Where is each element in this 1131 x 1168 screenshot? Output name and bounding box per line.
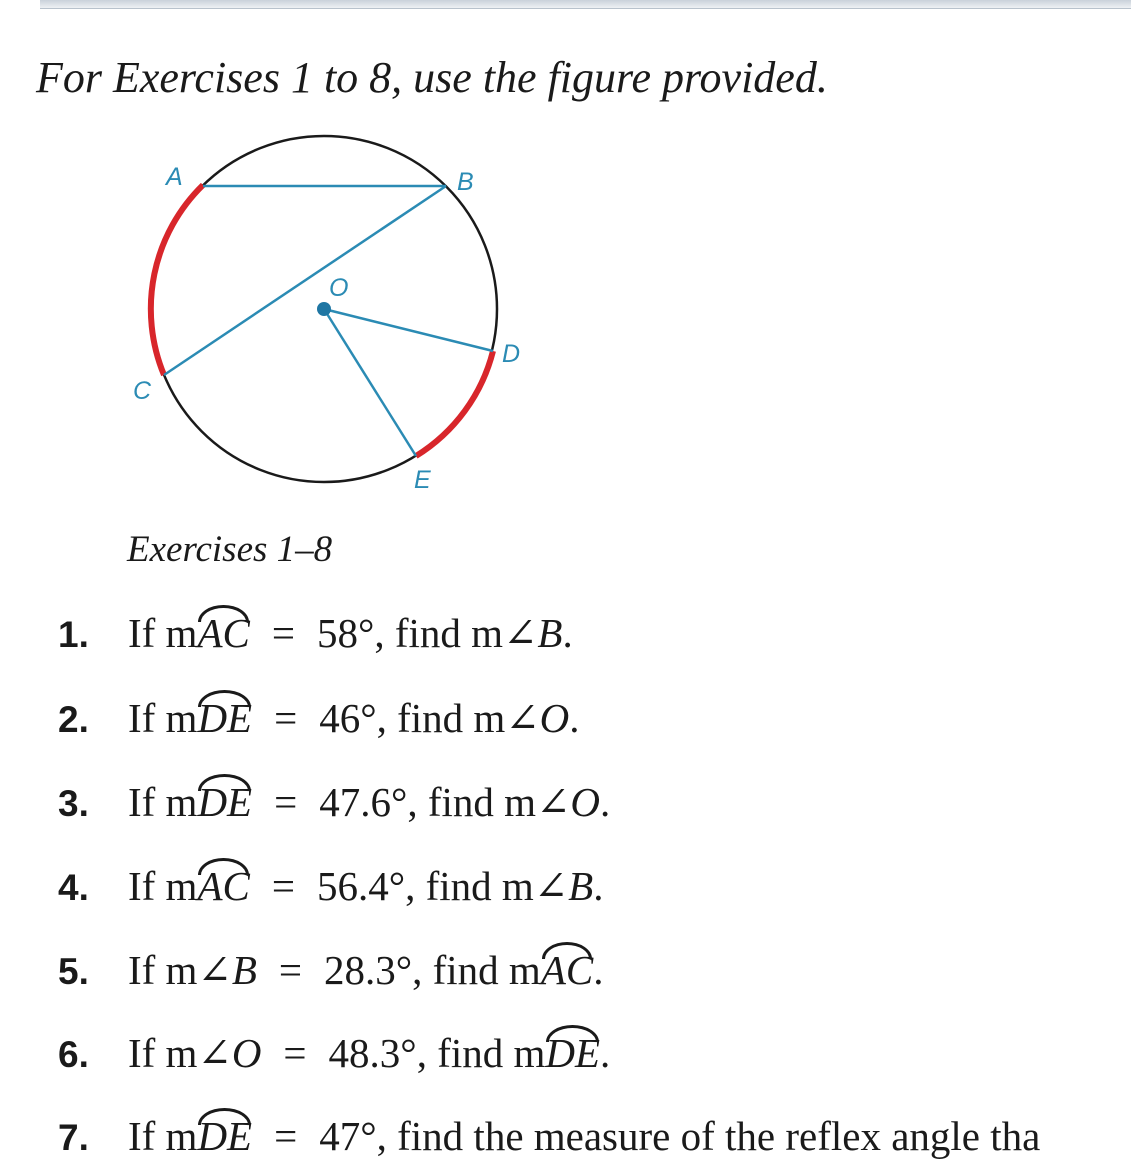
exercise-if: If m∠ (128, 947, 232, 993)
instructions-heading: For Exercises 1 to 8, use the figure provided. (36, 53, 828, 102)
exercise-given-value: 47°, find the measure of the reflex angle tha (319, 1113, 1041, 1159)
equals-sign: = (271, 610, 295, 656)
exercise-number: 5. (58, 951, 89, 992)
exercise-item (58, 772, 610, 832)
exercise-given-value: 58°, find m∠ (316, 610, 538, 656)
exercise-target-arc: AC (541, 940, 593, 1000)
exercise-number: 6. (58, 1034, 89, 1075)
label-a: A (166, 163, 183, 191)
equals-sign: = (274, 779, 298, 825)
exercise-if: If m∠ (128, 1030, 232, 1076)
chord-bc (164, 186, 446, 375)
circle-figure (0, 120, 600, 510)
label-d: D (502, 340, 521, 368)
equals-sign: = (274, 1113, 298, 1159)
exercise-number: 4. (58, 867, 89, 908)
exercise-given-var: O (231, 1030, 262, 1076)
top-divider (40, 0, 1131, 9)
label-e: E (414, 466, 431, 494)
exercise-number: 1. (58, 614, 89, 655)
exercise-given-arc: DE (197, 772, 252, 832)
exercise-item (58, 1106, 1040, 1166)
center-point-o (317, 302, 331, 316)
label-b: B (457, 168, 474, 196)
exercise-end: . (562, 610, 573, 656)
exercise-item (58, 603, 573, 663)
exercise-end: . (593, 863, 604, 909)
exercise-item (58, 940, 603, 1000)
exercise-target-arc: DE (545, 1023, 600, 1083)
label-o: O (329, 274, 349, 302)
exercise-given-value: 46°, find m∠ (319, 695, 540, 741)
exercise-target-var: B (568, 863, 594, 909)
arc-ac (151, 185, 203, 375)
exercise-number: 7. (58, 1117, 89, 1158)
arc-de (416, 351, 493, 456)
exercise-if: If m (128, 779, 198, 825)
exercise-number: 3. (58, 783, 89, 824)
figure-caption: Exercises 1–8 (127, 529, 333, 570)
exercise-given-arc: DE (197, 688, 252, 748)
exercise-given-arc: AC (197, 603, 249, 663)
exercise-given-value: 28.3°, find m (323, 947, 541, 993)
exercise-end: . (600, 779, 611, 825)
radius-od (324, 309, 493, 351)
exercise-end: . (569, 695, 580, 741)
exercise-given-arc: DE (197, 1106, 252, 1166)
exercise-end: . (593, 947, 604, 993)
exercise-given-var: B (231, 947, 257, 993)
exercise-if: If m (128, 610, 198, 656)
equals-sign: = (283, 1030, 307, 1076)
equals-sign: = (278, 947, 302, 993)
exercise-end: . (600, 1030, 611, 1076)
exercise-if: If m (128, 1113, 198, 1159)
equals-sign: = (274, 695, 298, 741)
equals-sign: = (271, 863, 295, 909)
exercise-target-var: B (537, 610, 563, 656)
exercise-item (58, 1023, 610, 1083)
exercise-given-value: 48.3°, find m (328, 1030, 546, 1076)
exercise-given-arc: AC (197, 856, 249, 916)
label-c: C (133, 377, 152, 405)
exercise-number: 2. (58, 699, 89, 740)
exercise-item (58, 688, 580, 748)
exercise-target-var: O (539, 695, 570, 741)
exercise-if: If m (128, 695, 198, 741)
radius-oe (324, 309, 416, 456)
exercise-given-value: 56.4°, find m∠ (316, 863, 569, 909)
exercise-if: If m (128, 863, 198, 909)
exercise-given-value: 47.6°, find m∠ (319, 779, 571, 825)
exercise-target-var: O (570, 779, 601, 825)
exercise-item (58, 856, 603, 916)
